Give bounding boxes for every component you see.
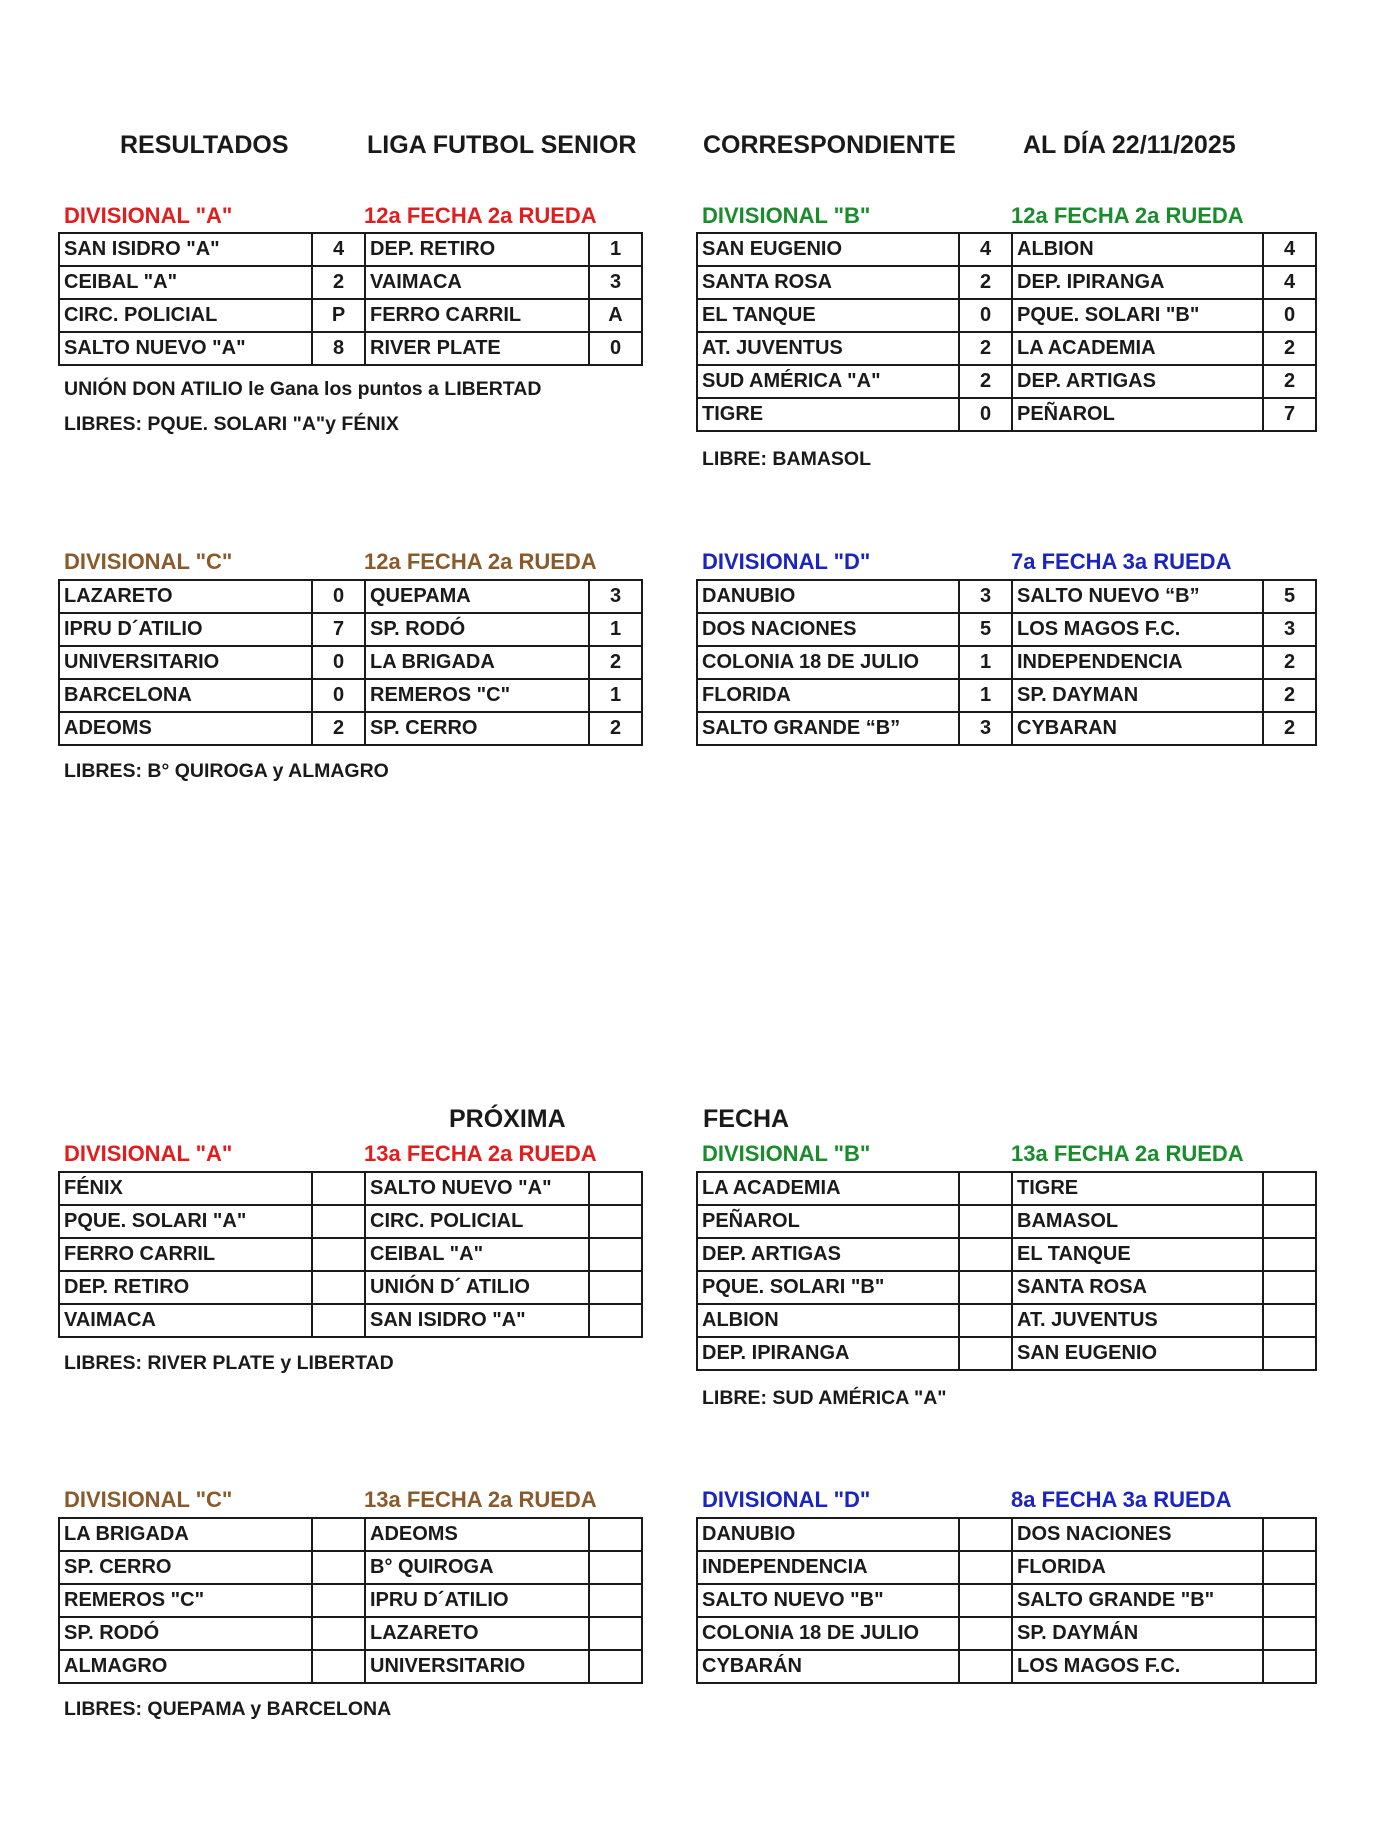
home-team: SP. CERRO [59,1551,312,1584]
away-team: IPRU D´ATILIO [365,1584,589,1617]
away-team: VAIMACA [365,266,589,299]
home-score: 2 [312,712,365,745]
table-row [59,1617,642,1650]
away-team: RIVER PLATE [365,332,589,365]
table-row [59,266,642,299]
table-row [697,712,1316,745]
next-div-b-fecha: 13a FECHA 2a RUEDA [1011,1141,1244,1166]
away-score [589,1617,642,1650]
table-row [697,1205,1316,1238]
results-div-d-fecha: 7a FECHA 3a RUEDA [1011,549,1232,574]
next-div-c-table [58,1517,643,1684]
table-row [697,1304,1316,1337]
home-team: ALMAGRO [59,1650,312,1683]
away-team: B° QUIROGA [365,1551,589,1584]
home-score: 0 [312,646,365,679]
away-team: SP. DAYMAN [1012,679,1263,712]
home-team: AT. JUVENTUS [697,332,959,365]
table-row [697,613,1316,646]
away-team: AT. JUVENTUS [1012,1304,1263,1337]
home-team: SANTA ROSA [697,266,959,299]
table-row [697,1172,1316,1205]
away-score: 5 [1263,580,1316,613]
table-row [59,1518,642,1551]
home-score: 2 [959,332,1012,365]
home-team: DEP. IPIRANGA [697,1337,959,1370]
away-team: TIGRE [1012,1172,1263,1205]
home-score [959,1304,1012,1337]
home-score [959,1271,1012,1304]
away-score [1263,1584,1316,1617]
home-team: LA ACADEMIA [697,1172,959,1205]
next-div-d-fecha: 8a FECHA 3a RUEDA [1011,1487,1232,1512]
table-row [59,332,642,365]
home-score [312,1617,365,1650]
home-team: IPRU D´ATILIO [59,613,312,646]
away-team: FLORIDA [1012,1551,1263,1584]
table-row [59,679,642,712]
home-score [312,1551,365,1584]
home-score [959,1238,1012,1271]
away-team: SANTA ROSA [1012,1271,1263,1304]
away-team: SP. DAYMÁN [1012,1617,1263,1650]
away-team: CEIBAL "A" [365,1238,589,1271]
away-score [589,1518,642,1551]
home-team: LA BRIGADA [59,1518,312,1551]
next-div-d-title: DIVISIONAL "D" [702,1487,871,1512]
away-score: 3 [589,580,642,613]
next-div-c-note: LIBRES: QUEPAMA y BARCELONA [64,1698,392,1720]
home-team: DEP. ARTIGAS [697,1238,959,1271]
away-score [1263,1617,1316,1650]
home-score: 8 [312,332,365,365]
home-score: 4 [959,233,1012,266]
home-score: 0 [312,580,365,613]
away-score: 1 [589,679,642,712]
home-team: SAN ISIDRO "A" [59,233,312,266]
results-div-c-note: LIBRES: B° QUIROGA y ALMAGRO [64,760,389,782]
home-score: 5 [959,613,1012,646]
away-team: REMEROS "C" [365,679,589,712]
away-score [589,1238,642,1271]
next-div-b-title: DIVISIONAL "B" [702,1141,871,1166]
away-score [1263,1551,1316,1584]
away-team: SALTO GRANDE "B" [1012,1584,1263,1617]
table-row [59,613,642,646]
table-row [697,1551,1316,1584]
away-team: LAZARETO [365,1617,589,1650]
away-score: 1 [589,233,642,266]
next-header-proxima: PRÓXIMA [449,1105,566,1133]
table-row [59,1584,642,1617]
away-team: QUEPAMA [365,580,589,613]
home-score [959,1337,1012,1370]
table-row [59,1304,642,1337]
away-team: UNIÓN D´ ATILIO [365,1271,589,1304]
results-div-b-table [696,232,1317,432]
home-team: FERRO CARRIL [59,1238,312,1271]
home-team: BARCELONA [59,679,312,712]
away-team: PEÑAROL [1012,398,1263,431]
home-team: FLORIDA [697,679,959,712]
home-score [959,1518,1012,1551]
table-row [59,1172,642,1205]
home-team: SP. RODÓ [59,1617,312,1650]
away-score: 2 [1263,332,1316,365]
away-score: 2 [1263,646,1316,679]
next-header-fecha: FECHA [703,1105,790,1133]
header-date: AL DÍA 22/11/2025 [1023,131,1236,159]
home-score: 2 [959,266,1012,299]
table-row [59,233,642,266]
results-div-a-fecha: 12a FECHA 2a RUEDA [364,203,597,228]
next-div-a-table [58,1171,643,1338]
home-team: TIGRE [697,398,959,431]
table-row [697,266,1316,299]
away-score [1263,1650,1316,1683]
home-score [959,1617,1012,1650]
away-score [589,1650,642,1683]
home-score: 4 [312,233,365,266]
home-team: SALTO NUEVO "B" [697,1584,959,1617]
away-team: ALBION [1012,233,1263,266]
home-team: VAIMACA [59,1304,312,1337]
home-team: COLONIA 18 DE JULIO [697,1617,959,1650]
away-team: UNIVERSITARIO [365,1650,589,1683]
away-score [589,1551,642,1584]
away-team: INDEPENDENCIA [1012,646,1263,679]
home-team: DEP. RETIRO [59,1271,312,1304]
home-score [959,1172,1012,1205]
table-row [697,1518,1316,1551]
away-score: 3 [589,266,642,299]
header-correspondiente: CORRESPONDIENTE [703,131,956,159]
home-score: 0 [959,398,1012,431]
home-score: 1 [959,646,1012,679]
home-score: 2 [959,365,1012,398]
table-row [59,1650,642,1683]
away-team: SAN ISIDRO "A" [365,1304,589,1337]
away-score: 2 [1263,712,1316,745]
away-team: SALTO NUEVO "A" [365,1172,589,1205]
table-row [697,1271,1316,1304]
away-score: 4 [1263,233,1316,266]
home-team: CIRC. POLICIAL [59,299,312,332]
away-team: SAN EUGENIO [1012,1337,1263,1370]
table-row [697,1617,1316,1650]
results-div-c-table [58,579,643,746]
home-team: LAZARETO [59,580,312,613]
home-team: COLONIA 18 DE JULIO [697,646,959,679]
table-row [697,233,1316,266]
away-score: 0 [589,332,642,365]
away-team: CYBARAN [1012,712,1263,745]
home-team: ADEOMS [59,712,312,745]
home-score [312,1518,365,1551]
home-score [312,1172,365,1205]
away-score [1263,1205,1316,1238]
table-row [697,398,1316,431]
home-team: FÉNIX [59,1172,312,1205]
away-score: A [589,299,642,332]
next-div-b-note: LIBRE: SUD AMÉRICA "A" [702,1387,947,1409]
home-team: PQUE. SOLARI "B" [697,1271,959,1304]
home-score [312,1304,365,1337]
away-score [1263,1518,1316,1551]
home-score: 0 [312,679,365,712]
away-team: LA BRIGADA [365,646,589,679]
home-team: SALTO GRANDE “B” [697,712,959,745]
table-row [59,712,642,745]
away-team: DEP. RETIRO [365,233,589,266]
table-row [59,299,642,332]
away-team: DOS NACIONES [1012,1518,1263,1551]
home-score [959,1205,1012,1238]
results-div-a-note: LIBRES: PQUE. SOLARI "A"y FÉNIX [64,413,399,435]
table-row [697,1650,1316,1683]
results-div-c-title: DIVISIONAL "C" [64,549,233,574]
away-score [589,1271,642,1304]
away-team: LA ACADEMIA [1012,332,1263,365]
away-score: 2 [1263,365,1316,398]
home-score: 1 [959,679,1012,712]
away-team: FERRO CARRIL [365,299,589,332]
home-score: P [312,299,365,332]
results-div-b-title: DIVISIONAL "B" [702,203,871,228]
home-team: EL TANQUE [697,299,959,332]
home-team: DOS NACIONES [697,613,959,646]
away-score: 1 [589,613,642,646]
table-row [697,332,1316,365]
home-score: 0 [959,299,1012,332]
away-team: SP. RODÓ [365,613,589,646]
table-row [697,1584,1316,1617]
home-score [312,1271,365,1304]
results-div-c-fecha: 12a FECHA 2a RUEDA [364,549,597,574]
away-team: BAMASOL [1012,1205,1263,1238]
away-score [1263,1238,1316,1271]
table-row [697,646,1316,679]
away-score: 2 [1263,679,1316,712]
results-div-b-note: LIBRE: BAMASOL [702,448,871,470]
table-row [59,1238,642,1271]
home-team: SALTO NUEVO "A" [59,332,312,365]
next-div-c-title: DIVISIONAL "C" [64,1487,233,1512]
table-row [697,365,1316,398]
home-score [959,1551,1012,1584]
home-team: CEIBAL "A" [59,266,312,299]
home-score [959,1584,1012,1617]
home-team: SAN EUGENIO [697,233,959,266]
results-div-a-note: UNIÓN DON ATILIO le Gana los puntos a LIBERTAD [64,378,542,400]
home-team: UNIVERSITARIO [59,646,312,679]
away-score: 2 [589,712,642,745]
next-div-b-table [696,1171,1317,1371]
away-score [589,1172,642,1205]
away-score [589,1584,642,1617]
away-score [1263,1337,1316,1370]
away-score [1263,1271,1316,1304]
away-score [1263,1304,1316,1337]
next-div-a-note: LIBRES: RIVER PLATE y LIBERTAD [64,1352,394,1374]
away-team: CIRC. POLICIAL [365,1205,589,1238]
table-row [697,1337,1316,1370]
home-score: 7 [312,613,365,646]
home-score [312,1205,365,1238]
home-team: INDEPENDENCIA [697,1551,959,1584]
away-team: EL TANQUE [1012,1238,1263,1271]
away-team: DEP. IPIRANGA [1012,266,1263,299]
away-team: DEP. ARTIGAS [1012,365,1263,398]
away-score [589,1205,642,1238]
table-row [59,1551,642,1584]
next-div-d-table [696,1517,1317,1684]
away-team: ADEOMS [365,1518,589,1551]
header-resultados: RESULTADOS [120,131,289,159]
away-team: LOS MAGOS F.C. [1012,613,1263,646]
away-team: SP. CERRO [365,712,589,745]
home-score [959,1650,1012,1683]
next-div-a-fecha: 13a FECHA 2a RUEDA [364,1141,597,1166]
home-team: DANUBIO [697,1518,959,1551]
home-team: ALBION [697,1304,959,1337]
results-div-a-table [58,232,643,366]
home-score [312,1238,365,1271]
away-score: 0 [1263,299,1316,332]
table-row [59,1271,642,1304]
away-score: 3 [1263,613,1316,646]
away-score: 7 [1263,398,1316,431]
table-row [59,1205,642,1238]
home-team: REMEROS "C" [59,1584,312,1617]
next-div-a-title: DIVISIONAL "A" [64,1141,233,1166]
table-row [697,679,1316,712]
home-team: DANUBIO [697,580,959,613]
home-score [312,1584,365,1617]
away-score: 4 [1263,266,1316,299]
home-team: CYBARÁN [697,1650,959,1683]
header-liga: LIGA FUTBOL SENIOR [367,131,637,159]
next-div-c-fecha: 13a FECHA 2a RUEDA [364,1487,597,1512]
home-score [312,1650,365,1683]
table-row [697,299,1316,332]
table-row [697,580,1316,613]
away-score: 2 [589,646,642,679]
away-score [589,1304,642,1337]
results-div-a-title: DIVISIONAL "A" [64,203,233,228]
away-team: PQUE. SOLARI "B" [1012,299,1263,332]
away-team: SALTO NUEVO “B” [1012,580,1263,613]
results-div-d-title: DIVISIONAL "D" [702,549,871,574]
away-team: LOS MAGOS F.C. [1012,1650,1263,1683]
home-score: 3 [959,712,1012,745]
home-team: PQUE. SOLARI "A" [59,1205,312,1238]
table-row [59,580,642,613]
home-team: SUD AMÉRICA "A" [697,365,959,398]
table-row [697,1238,1316,1271]
home-score: 2 [312,266,365,299]
away-score [1263,1172,1316,1205]
table-row [59,646,642,679]
results-div-b-fecha: 12a FECHA 2a RUEDA [1011,203,1244,228]
results-div-d-table [696,579,1317,746]
home-team: PEÑAROL [697,1205,959,1238]
home-score: 3 [959,580,1012,613]
